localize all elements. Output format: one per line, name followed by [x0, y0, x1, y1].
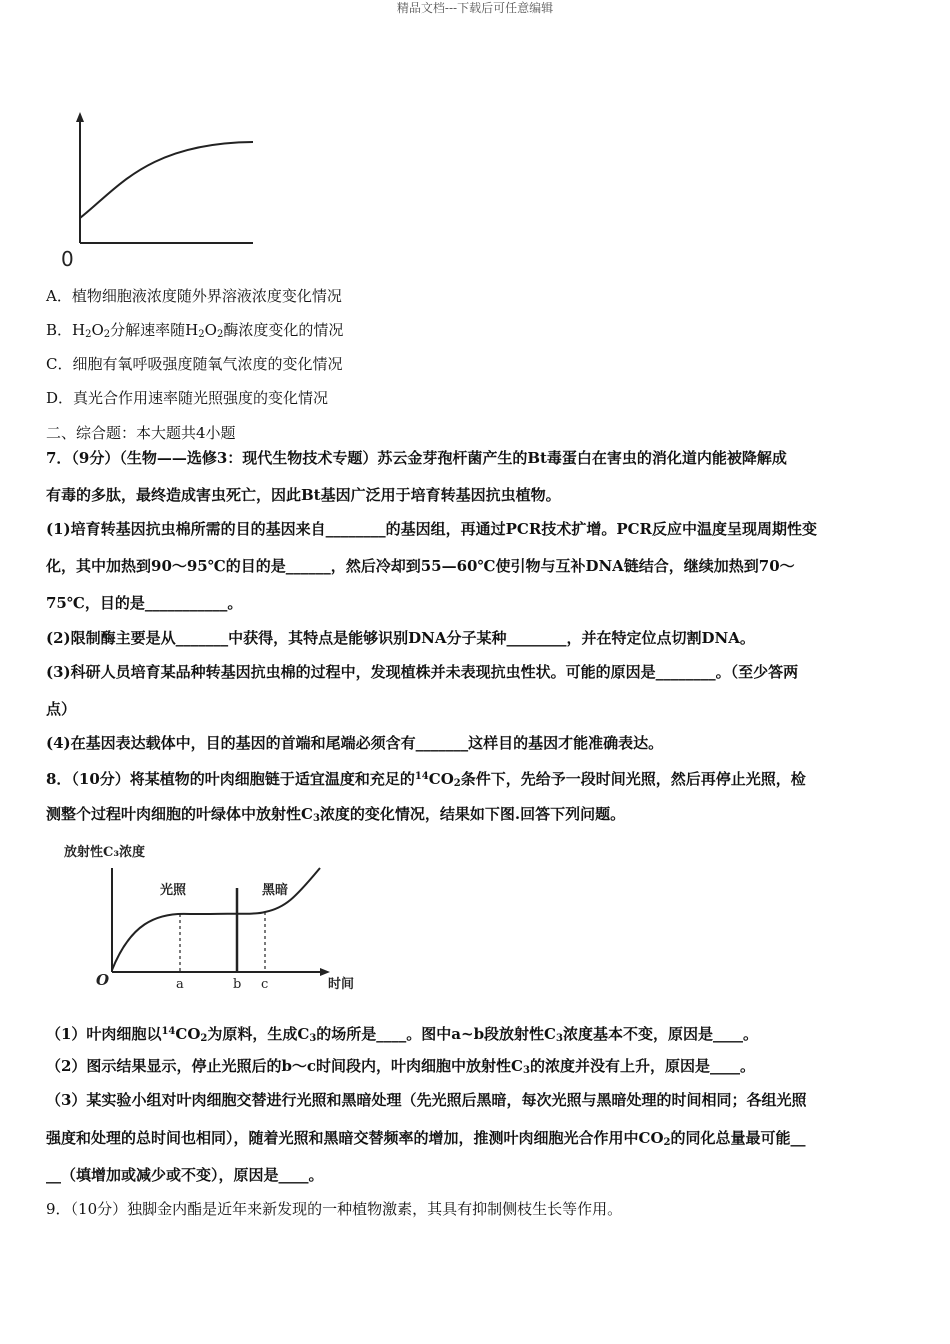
option-c: C．细胞有氧呼吸强度随氧气浓度的变化情况: [46, 355, 343, 373]
graph-ylabel: 放射性C₃浓度: [64, 845, 146, 860]
q8-part2: （2）图示结果显示，停止光照后的b～c时间段内，叶肉细胞中放射性$C_3$的浓度并没有上升，原因是____。: [46, 1057, 755, 1076]
q7-line9: (4)在基因表达载体中，目的基因的首端和尾端必须含有_______这样目的基因才能准确表达。: [46, 734, 664, 752]
section-title: 二、综合题：本大题共4小题: [46, 424, 236, 442]
tick-a: a: [176, 977, 184, 992]
q7-line6: (2)限制酶主要是从_______中获得，其特点是能够识别DNA分子某种________，并在特定位点切割DNA。: [46, 629, 755, 647]
saturation-curve: [80, 142, 253, 218]
origin-label: 0: [61, 247, 74, 271]
c3-concentration-graph: [60, 840, 390, 1000]
page-header: 精品文档---下载后可任意编辑: [396, 1, 554, 15]
tick-c: c: [261, 977, 269, 992]
origin-label: O: [96, 971, 110, 989]
q7-line2: 有毒的多肽，最终造成害虫死亡，因此Bt基因广泛用于培育转基因抗虫植物。: [46, 486, 561, 504]
tick-b: b: [233, 977, 242, 992]
option-d: D．真光合作用速率随光照强度的变化情况: [46, 389, 329, 407]
q7-line5: 75℃，目的是___________。: [46, 594, 243, 612]
x-axis-arrow: [320, 968, 330, 976]
q8-part3-line1: （3）某实验小组对叶肉细胞交替进行光照和黑暗处理（先光照后黑暗，每次光照与黑暗处理的时间相同；各组光照: [46, 1091, 807, 1109]
q9-line1: 9．（10分）独脚金内酯是近年来新发现的一种植物激素，其具有抑制侧枝生长等作用。: [46, 1200, 623, 1218]
graph-xlabel: 时间: [328, 977, 355, 992]
q8-part3-line2: 强度和处理的总时间也相同），随着光照和黑暗交替频率的增加，推测叶肉细胞光合作用中$CO_2$的同化总量最可能__: [46, 1129, 806, 1148]
q7-line8: 点）: [46, 700, 77, 718]
option-a: A．植物细胞液浓度随外界溶液浓度变化情况: [46, 287, 342, 305]
q8-part1: （1）叶肉细胞以$^{14}CO_2$为原料，生成$C_3$的场所是____。图中a~b段放射性$C_3$浓度基本不变，原因是____。: [46, 1025, 758, 1044]
q7-line7: (3)科研人员培育某品种转基因抗虫棉的过程中，发现植株并未表现抗虫性状。可能的原因是________。（至少答两: [46, 663, 799, 681]
c3-curve: [112, 868, 320, 970]
label-light: 光照: [160, 883, 187, 898]
q7-line4: 化，其中加热到90～95℃的目的是______，然后冷却到55—60℃使引物与互补DNA链结合，继续加热到70～: [46, 557, 795, 575]
q7-line1: 7．（9分）（生物——选修3：现代生物技术专题）苏云金芽孢杆菌产生的Bt毒蛋白在害虫的消化道内能被降解成: [46, 449, 787, 467]
q8-line1: 8．（10分）将某植物的叶肉细胞链于适宜温度和充足的$^{14}CO_2$条件下，先给予一段时间光照，然后再停止光照，检: [46, 770, 806, 789]
q8-part3-line3: __（填增加或减少或不变），原因是____。: [46, 1166, 324, 1184]
option-b: B．$H_2O_2$分解速率随$H_2O_2$酶浓度变化的情况: [46, 321, 344, 340]
curve-graph: [58, 108, 268, 273]
q8-line2: 测整个过程叶肉细胞的叶绿体中放射性$C_3$浓度的变化情况，结果如下图.回答下列问题。: [46, 805, 626, 824]
q7-line3: (1)培育转基因抗虫棉所需的目的基因来自________的基因组，再通过PCR技术扩增。PCR反应中温度呈现周期性变: [46, 520, 818, 538]
label-dark: 黑暗: [262, 883, 289, 898]
y-axis-arrow: [76, 112, 84, 122]
